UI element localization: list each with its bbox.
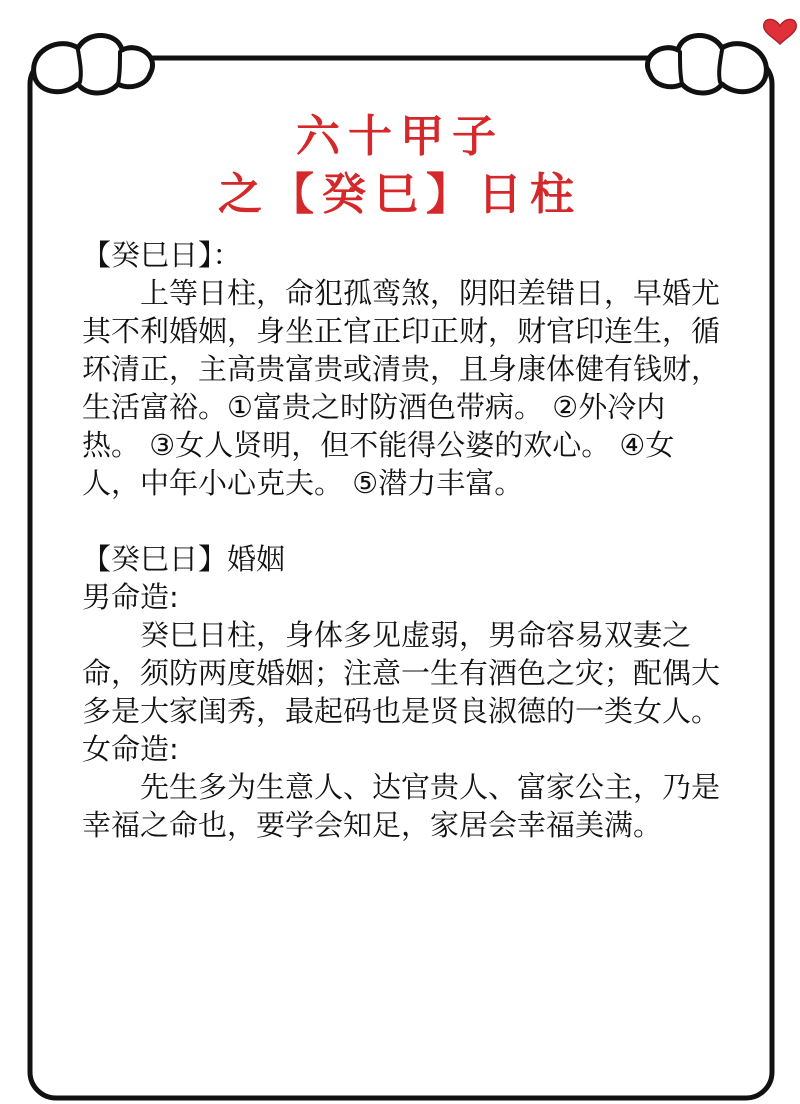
heart-icon bbox=[764, 19, 796, 44]
section-heading-overview: 【癸巳日】： bbox=[82, 238, 242, 272]
page-title-line2: 之【癸巳】日柱 bbox=[218, 169, 582, 220]
overview-paragraph: 上等日柱，命犯孤鸾煞，阴阳差错日，早婚尤其不利婚姻，身坐正官正印正财，财官印连生，循环清正，主高贵富贵或清贵，且身康体健有钱财，生活富裕。①富贵之时防酒色带病。 ②外冷内热。 ③女人贤明，但不能得公婆的欢心。 ④女人，中年小心克夫。 ⑤潜力丰富。 bbox=[82, 276, 721, 500]
page-title-line1: 六十甲子 bbox=[296, 111, 504, 162]
female-label: 女命造: bbox=[82, 732, 179, 766]
female-paragraph: 先生多为生意人、达官贵人、富家公主，乃是幸福之命也，要学会知足，家居会幸福美满。 bbox=[82, 770, 721, 842]
right-hand-icon bbox=[647, 35, 766, 93]
left-hand-icon bbox=[34, 35, 153, 93]
section-spacer bbox=[82, 502, 722, 540]
male-label: 男命造: bbox=[82, 580, 179, 614]
article-body bbox=[82, 236, 722, 844]
male-paragraph: 癸巳日柱，身体多见虚弱，男命容易双妻之命，须防两度婚姻；注意一生有酒色之灾；配偶大多是大家闺秀，最起码也是贤良淑德的一类女人。 bbox=[82, 618, 721, 728]
section-heading-marriage: 【癸巳日】婚姻 bbox=[82, 542, 286, 576]
